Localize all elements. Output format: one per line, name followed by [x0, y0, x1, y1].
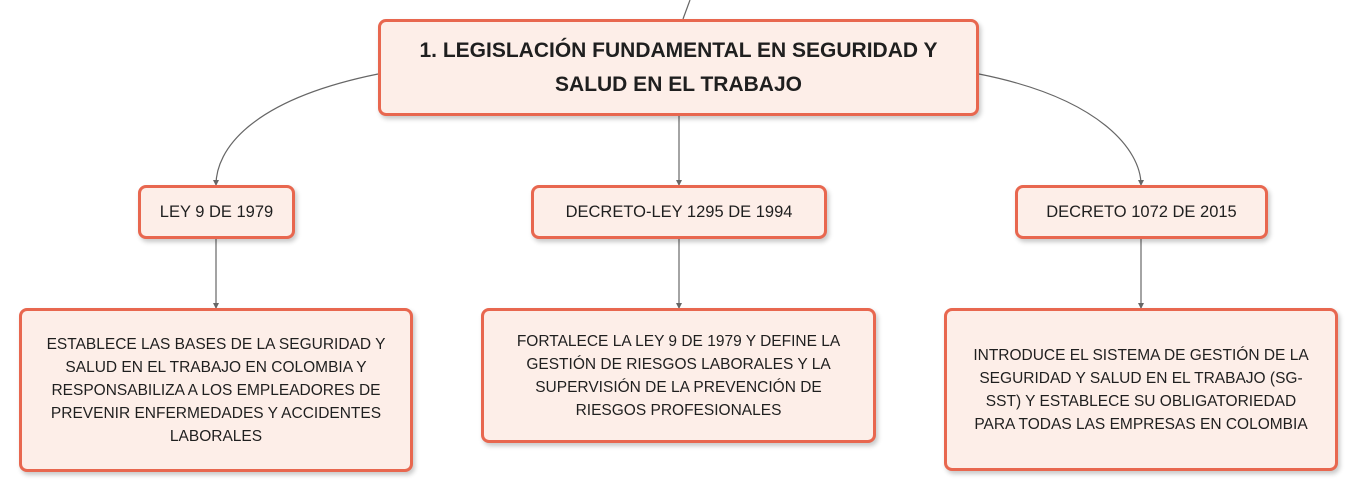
detail-decreto-ley-1295-1994-text: FORTALECE LA LEY 9 DE 1979 Y DEFINE LA GESTIÓN DE RIESGOS LABORALES Y LA SUPERVISIÓN DE LA PREVENCIÓN DE RIESGOS PROFESIONALES: [516, 332, 841, 419]
incoming-connector: [683, 0, 690, 19]
topic-decreto-1072-2015[interactable]: [1015, 185, 1268, 239]
detail-ley-9-1979-text: ESTABLECE LAS BASES DE LA SEGURIDAD Y SALUD EN EL TRABAJO EN COLOMBIA Y RESPONSABILIZA A LOS EMPLEADORES DE PREVENIR ENFERMEDADES Y ACCIDENTES LABORALES: [46, 335, 386, 445]
topic-ley-9-1979[interactable]: [138, 185, 295, 239]
connector-root-to-decreto1072: [979, 74, 1141, 185]
detail-decreto-1072-2015[interactable]: [944, 308, 1338, 471]
detail-ley-9-1979[interactable]: [19, 308, 413, 472]
root-topic[interactable]: [378, 19, 979, 116]
topic-decreto-1072-2015-label: DECRETO 1072 DE 2015: [1046, 202, 1237, 221]
root-topic-label: 1. LEGISLACIÓN FUNDAMENTAL EN SEGURIDAD Y SALUD EN EL TRABAJO: [419, 38, 938, 96]
topic-decreto-ley-1295-1994-label: DECRETO-LEY 1295 DE 1994: [565, 202, 793, 221]
detail-decreto-ley-1295-1994[interactable]: [481, 308, 876, 443]
connector-root-to-ley9: [216, 74, 378, 185]
topic-decreto-ley-1295-1994[interactable]: [531, 185, 827, 239]
detail-decreto-1072-2015-text: INTRODUCE EL SISTEMA DE GESTIÓN DE LA SEGURIDAD Y SALUD EN EL TRABAJO (SG-SST) Y ESTABLECE SU OBLIGATORIEDAD PARA TODAS LAS EMPRESAS EN COLOMBIA: [973, 346, 1309, 433]
topic-ley-9-1979-label: LEY 9 DE 1979: [159, 202, 274, 221]
